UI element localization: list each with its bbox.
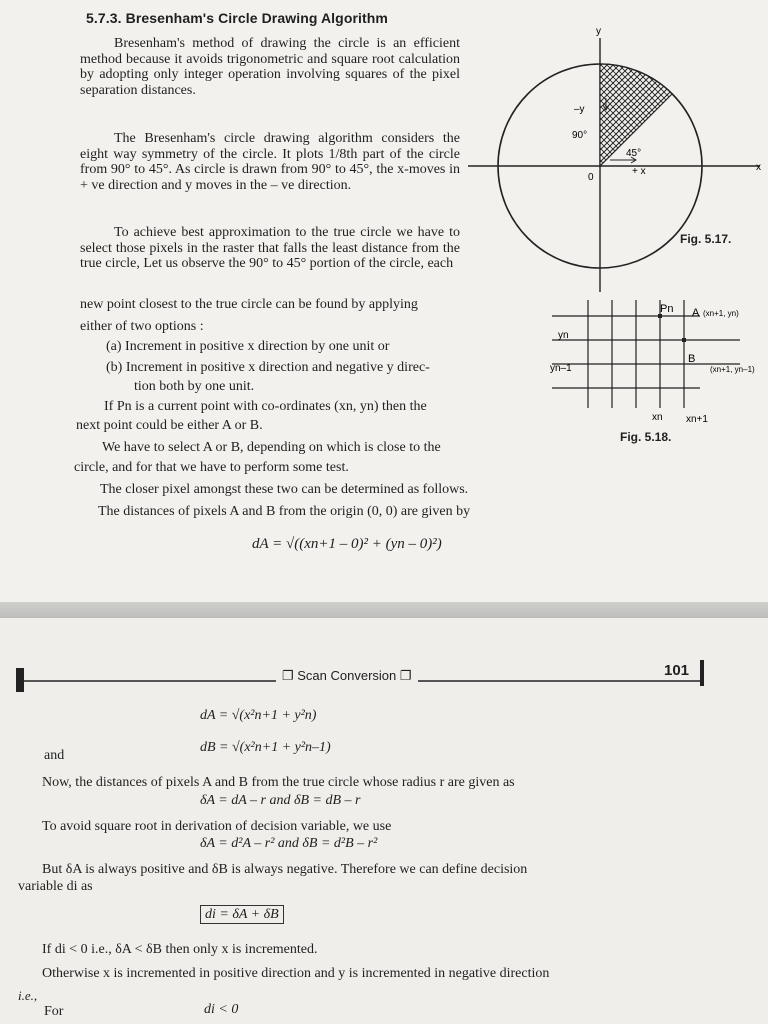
text-line-circle: circle, and for that we have to perform some test.: [74, 460, 349, 475]
text-line-either: either of two options :: [80, 319, 204, 334]
section-title: 5.7.3. Bresenham's Circle Drawing Algorithm: [86, 10, 388, 26]
fig18-label-a-coord: (xn+1, yn): [703, 309, 739, 318]
paragraph-intro: Bresenham's method of drawing the circle is an efficient method because it avoids trigonometric and square root calculation by adopting only integer operation involving squares of the pixel separation distances.: [80, 36, 460, 98]
running-header: ❐ Scan Conversion ❐: [276, 668, 418, 684]
fig17-label-0: 0: [588, 172, 594, 183]
text-line-otherwise: Otherwise x is incremented in positive direction and y is incremented in negative direction: [42, 966, 550, 981]
fig18-label-pn: Pn: [660, 303, 674, 315]
equation-delta-squared: δA = d²A – r² and δB = d²B – r²: [200, 836, 378, 851]
text-line-but: But δA is always positive and δB is always negative. Therefore we can define decision: [42, 862, 528, 877]
text-line-closer: The closer pixel amongst these two can be determined as follows.: [100, 482, 469, 497]
label-ie: i.e.,: [18, 988, 38, 1003]
text-line-select: We have to select A or B, depending on which is close to the: [102, 440, 441, 455]
fig18-label-b-coord: (xn+1, yn–1): [710, 365, 755, 374]
equation-delta: δA = dA – r and δB = dB – r: [200, 793, 361, 808]
fig17-label-y: y: [596, 26, 601, 37]
fig17-label-45: 45°: [626, 148, 642, 159]
figure-5-18: [540, 294, 766, 434]
figure-5-17: [460, 20, 765, 292]
fig18-label-b: B: [688, 353, 696, 365]
fig18-label-yn: yn: [558, 330, 569, 341]
equation-boxed-di: [200, 907, 284, 923]
option-b: (b) Increment in positive x direction and negative y direc-: [106, 360, 430, 375]
option-a: (a) Increment in positive x direction by one unit or: [106, 339, 390, 354]
page-number: 101: [660, 662, 693, 679]
header-right-bar: [700, 660, 704, 686]
text-line-if-di: If di < 0 i.e., δA < δB then only x is incremented.: [42, 942, 318, 957]
text-line-avoid: To avoid square root in derivation of decision variable, we use: [42, 819, 392, 834]
fig18-label-a: A: [692, 307, 700, 319]
text-line-if-pn: If Pn is a current point with co-ordinates (xn, yn) then the: [104, 399, 427, 414]
fig17-caption: Fig. 5.17.: [680, 232, 732, 246]
text-line-next-point: next point could be either A or B.: [76, 418, 263, 433]
page-gap: [0, 602, 768, 618]
fig17-label-pos-x: + x: [632, 166, 646, 177]
text-line-new-point: new point closest to the true circle can be found by applying: [80, 297, 418, 312]
fig17-label-neg-y: –y: [574, 104, 585, 115]
fig18-caption: Fig. 5.18.: [620, 430, 672, 444]
option-b-continued: tion both by one unit.: [134, 379, 255, 394]
equation-db: dB = √(x²n+1 + y²n–1): [200, 740, 331, 755]
fig17-label-90: 90°: [572, 130, 588, 141]
label-and: and: [44, 748, 65, 763]
paragraph-symmetry: The Bresenham's circle drawing algorithm considers the eight way symmetry of the circle. It plots 1/8th part of the circle from 90° to 45°. As circle is drawn from 90° to 45°, the x-moves in + ve direction and y moves in the – ve direction.: [80, 131, 460, 193]
text-line-now: Now, the distances of pixels A and B from the true circle whose radius r are given as: [42, 775, 515, 790]
fig17-label-x: x: [756, 162, 761, 173]
equation-box: di = δA + δB: [200, 905, 284, 924]
fig18-label-yn1: yn–1: [550, 363, 572, 374]
fig18-label-xn: xn: [652, 412, 663, 423]
header-left-bar: [16, 668, 24, 692]
fig18-label-xn1: xn+1: [686, 414, 708, 425]
paragraph-approximation: To achieve best approximation to the true circle we have to select those pixels in the raster that falls the least distance from the true circle, Let us observe the 90° to 45° portion of the circle, each: [80, 225, 460, 272]
text-line-distances: The distances of pixels A and B from the origin (0, 0) are given by: [98, 504, 471, 519]
equation-da-squared: dA = √(x²n+1 + y²n): [200, 708, 317, 723]
equation-di-less-than: di < 0: [204, 1002, 239, 1017]
text-line-variable: variable di as: [18, 879, 93, 894]
label-for: For: [44, 1004, 64, 1019]
equation-da: dA = √((xn+1 – 0)² + (yn – 0)²): [252, 536, 442, 552]
